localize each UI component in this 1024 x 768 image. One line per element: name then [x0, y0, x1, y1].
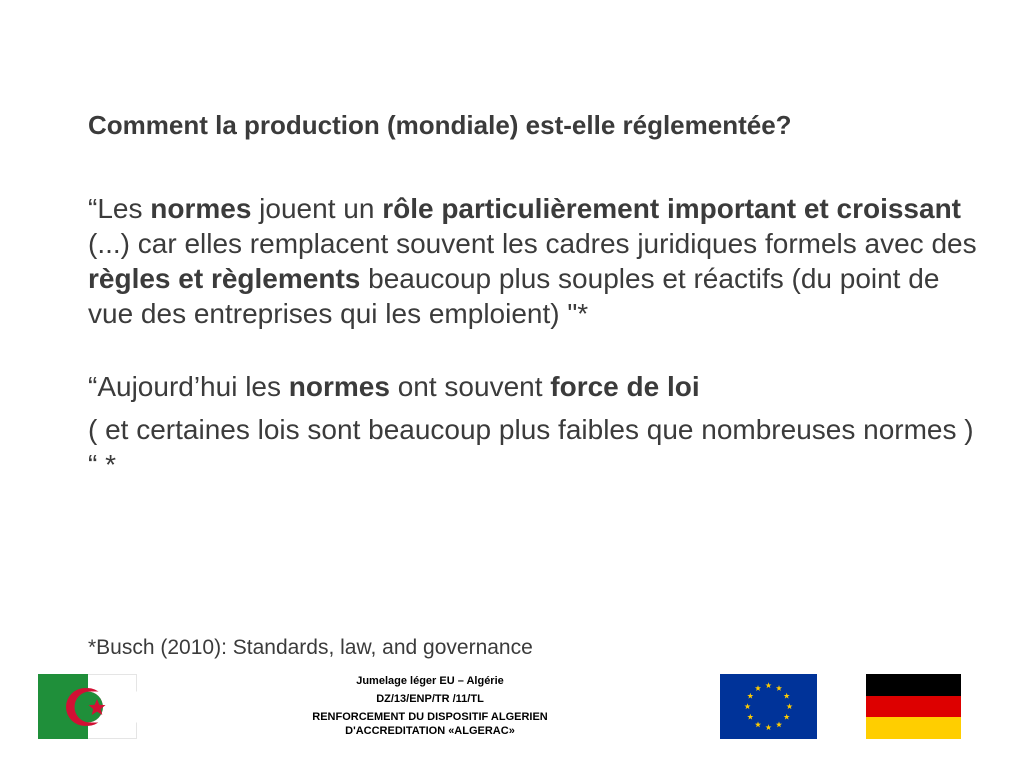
eu-star-icon: [784, 693, 790, 699]
quote1-bold-role: rôle particulièrement important et croissant: [382, 193, 961, 224]
quote1-bold-regles: règles et règlements: [88, 263, 361, 294]
germany-flag: [866, 674, 961, 739]
slide-content: [88, 108, 988, 482]
quote-paragraph-3: ( et certaines lois sont beaucoup plus faibles que nombreuses normes ) “ *: [88, 414, 974, 480]
eu-star-icon: [755, 685, 761, 691]
eu-star-icon: [786, 703, 792, 709]
quote1-text-2: jouent un: [251, 193, 383, 224]
crescent-star-icon: [38, 674, 137, 739]
eu-star-icon: [755, 721, 761, 727]
eu-star-icon: [747, 693, 753, 699]
eu-star-icon: [765, 682, 771, 688]
quote2-text-1: “Aujourd’hui les: [88, 371, 289, 402]
twinning-project-info: [275, 674, 585, 742]
quote1-text-4: beaucoup plus souples et réactifs (du point de vue des entreprises qui les emploient) "*: [88, 263, 940, 329]
eu-star-icon: [776, 721, 782, 727]
eu-star-icon: [776, 685, 782, 691]
quote1-text-1: “Les: [88, 193, 151, 224]
footer: [0, 672, 1024, 742]
quote1-bold-normes: normes: [150, 193, 252, 224]
slide-heading: Comment la production (mondiale) est-elle réglementée?: [88, 110, 792, 140]
eu-stars-icon: [720, 674, 817, 739]
eu-star-icon: [747, 714, 753, 720]
footer-line-1: Jumelage léger EU – Algérie: [356, 675, 504, 687]
quote-paragraph-1: [88, 191, 988, 331]
quote2-text-2: ont souvent: [389, 371, 551, 402]
eu-star-icon: [784, 714, 790, 720]
footer-line-3: RENFORCEMENT DU DISPOSITIF ALGERIEN D'ACCREDITATION «ALGERAC»: [312, 711, 548, 737]
citation: *Busch (2010): Standards, law, and governance: [88, 636, 533, 659]
eu-star-icon: [765, 724, 771, 730]
footer-line-2: DZ/13/ENP/TR /11/TL: [376, 693, 484, 705]
quote2-bold-normes: normes: [288, 371, 390, 402]
eu-flag: [720, 674, 817, 739]
quote2-bold-force: force de loi: [550, 371, 700, 402]
algeria-flag: [38, 674, 137, 739]
quote-paragraph-2: [88, 369, 988, 404]
quote1-text-3: (...) car elles remplacent souvent les cadres juridiques formels avec des: [88, 228, 977, 259]
eu-star-icon: [744, 703, 750, 709]
